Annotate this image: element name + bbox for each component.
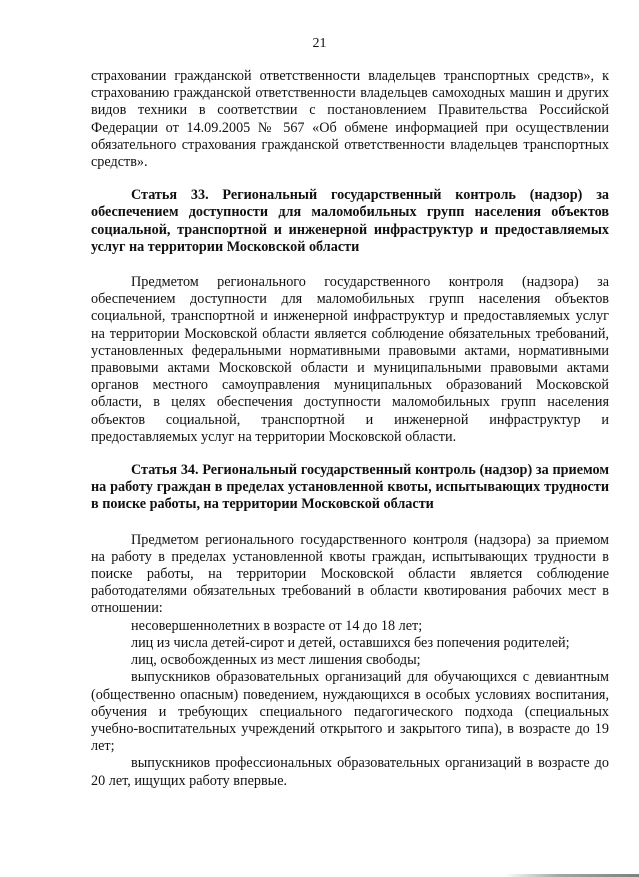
list-item: выпускников образовательных организаций для обучающихся с девиантным (общественно опасным) поведением, нуждающихся в особых условиях воспитания, обучения и требующих специального педагогического подхода (специальных учебно-воспитательных учреждений открытого и закрытого типа), в возрасте до 19 лет; (91, 669, 609, 755)
spacer (91, 446, 609, 462)
list-item: лиц из числа детей-сирот и детей, оставшихся без попечения родителей; (131, 634, 570, 651)
list-item: несовершеннолетних в возрасте от 14 до 18 лет; (131, 617, 423, 634)
spacer (91, 171, 609, 187)
article-34-list (91, 618, 609, 790)
list-item: выпускников профессиональных образовательных организаций в возрасте до 20 лет, ищущих работу впервые. (91, 755, 609, 789)
article-34-heading: Статья 34. Региональный государственный контроль (надзор) за приемом на работу граждан в пределах установленной квоты, испытывающих трудности в поиске работы, на территории Московской области (91, 462, 609, 513)
article-34-body: Предметом регионального государственного контроля (надзора) за приемом на работу в пределах установленной квоты граждан, испытывающих трудности в поиске работы, на территории Московской области является соблюдение работодателями обязательных требований в области квотирования рабочих мест в отношении: (91, 531, 609, 617)
spacer (91, 514, 609, 532)
spacer (91, 256, 609, 274)
article-33-heading: Статья 33. Региональный государственный контроль (надзор) за обеспечением доступности для маломобильных групп населения объектов социальной, транспортной и инженерной инфраструктур и предоставляемых услуг на территории Московской области (91, 187, 609, 255)
document-body (91, 68, 609, 790)
list-item: лиц, освобожденных из мест лишения свободы; (131, 652, 421, 669)
intro-paragraph: страховании гражданской ответственности владельцев транспортных средств», к страхованию гражданской ответственности владельцев самоходных машин и других видов техники в соответствии с постановлением Правительства Российской Федерации от 14.09.2005 № 567 «Об обмене информацией при осуществлении обязательного страхования гражданской ответственности владельцев транспортных средств». (91, 68, 609, 171)
article-33-body: Предметом регионального государственного контроля (надзора) за обеспечением доступности для маломобильных групп населения объектов социальной, транспортной и инженерной инфраструктур и предоставляемых услуг на территории Московской области является соблюдение обязательных требований, установленных федеральными нормативными правовыми актами, нормативными правовыми актами Московской области и муниципальными правовыми актами органов местного самоуправления муниципальных образований Московской области, в целях обеспечения доступности маломобильных групп населения объектов социальной, транспортной и инженерной инфраструктур и предоставляемых услуг на территории Московской области. (91, 274, 609, 445)
page-number: 21 (312, 36, 327, 51)
